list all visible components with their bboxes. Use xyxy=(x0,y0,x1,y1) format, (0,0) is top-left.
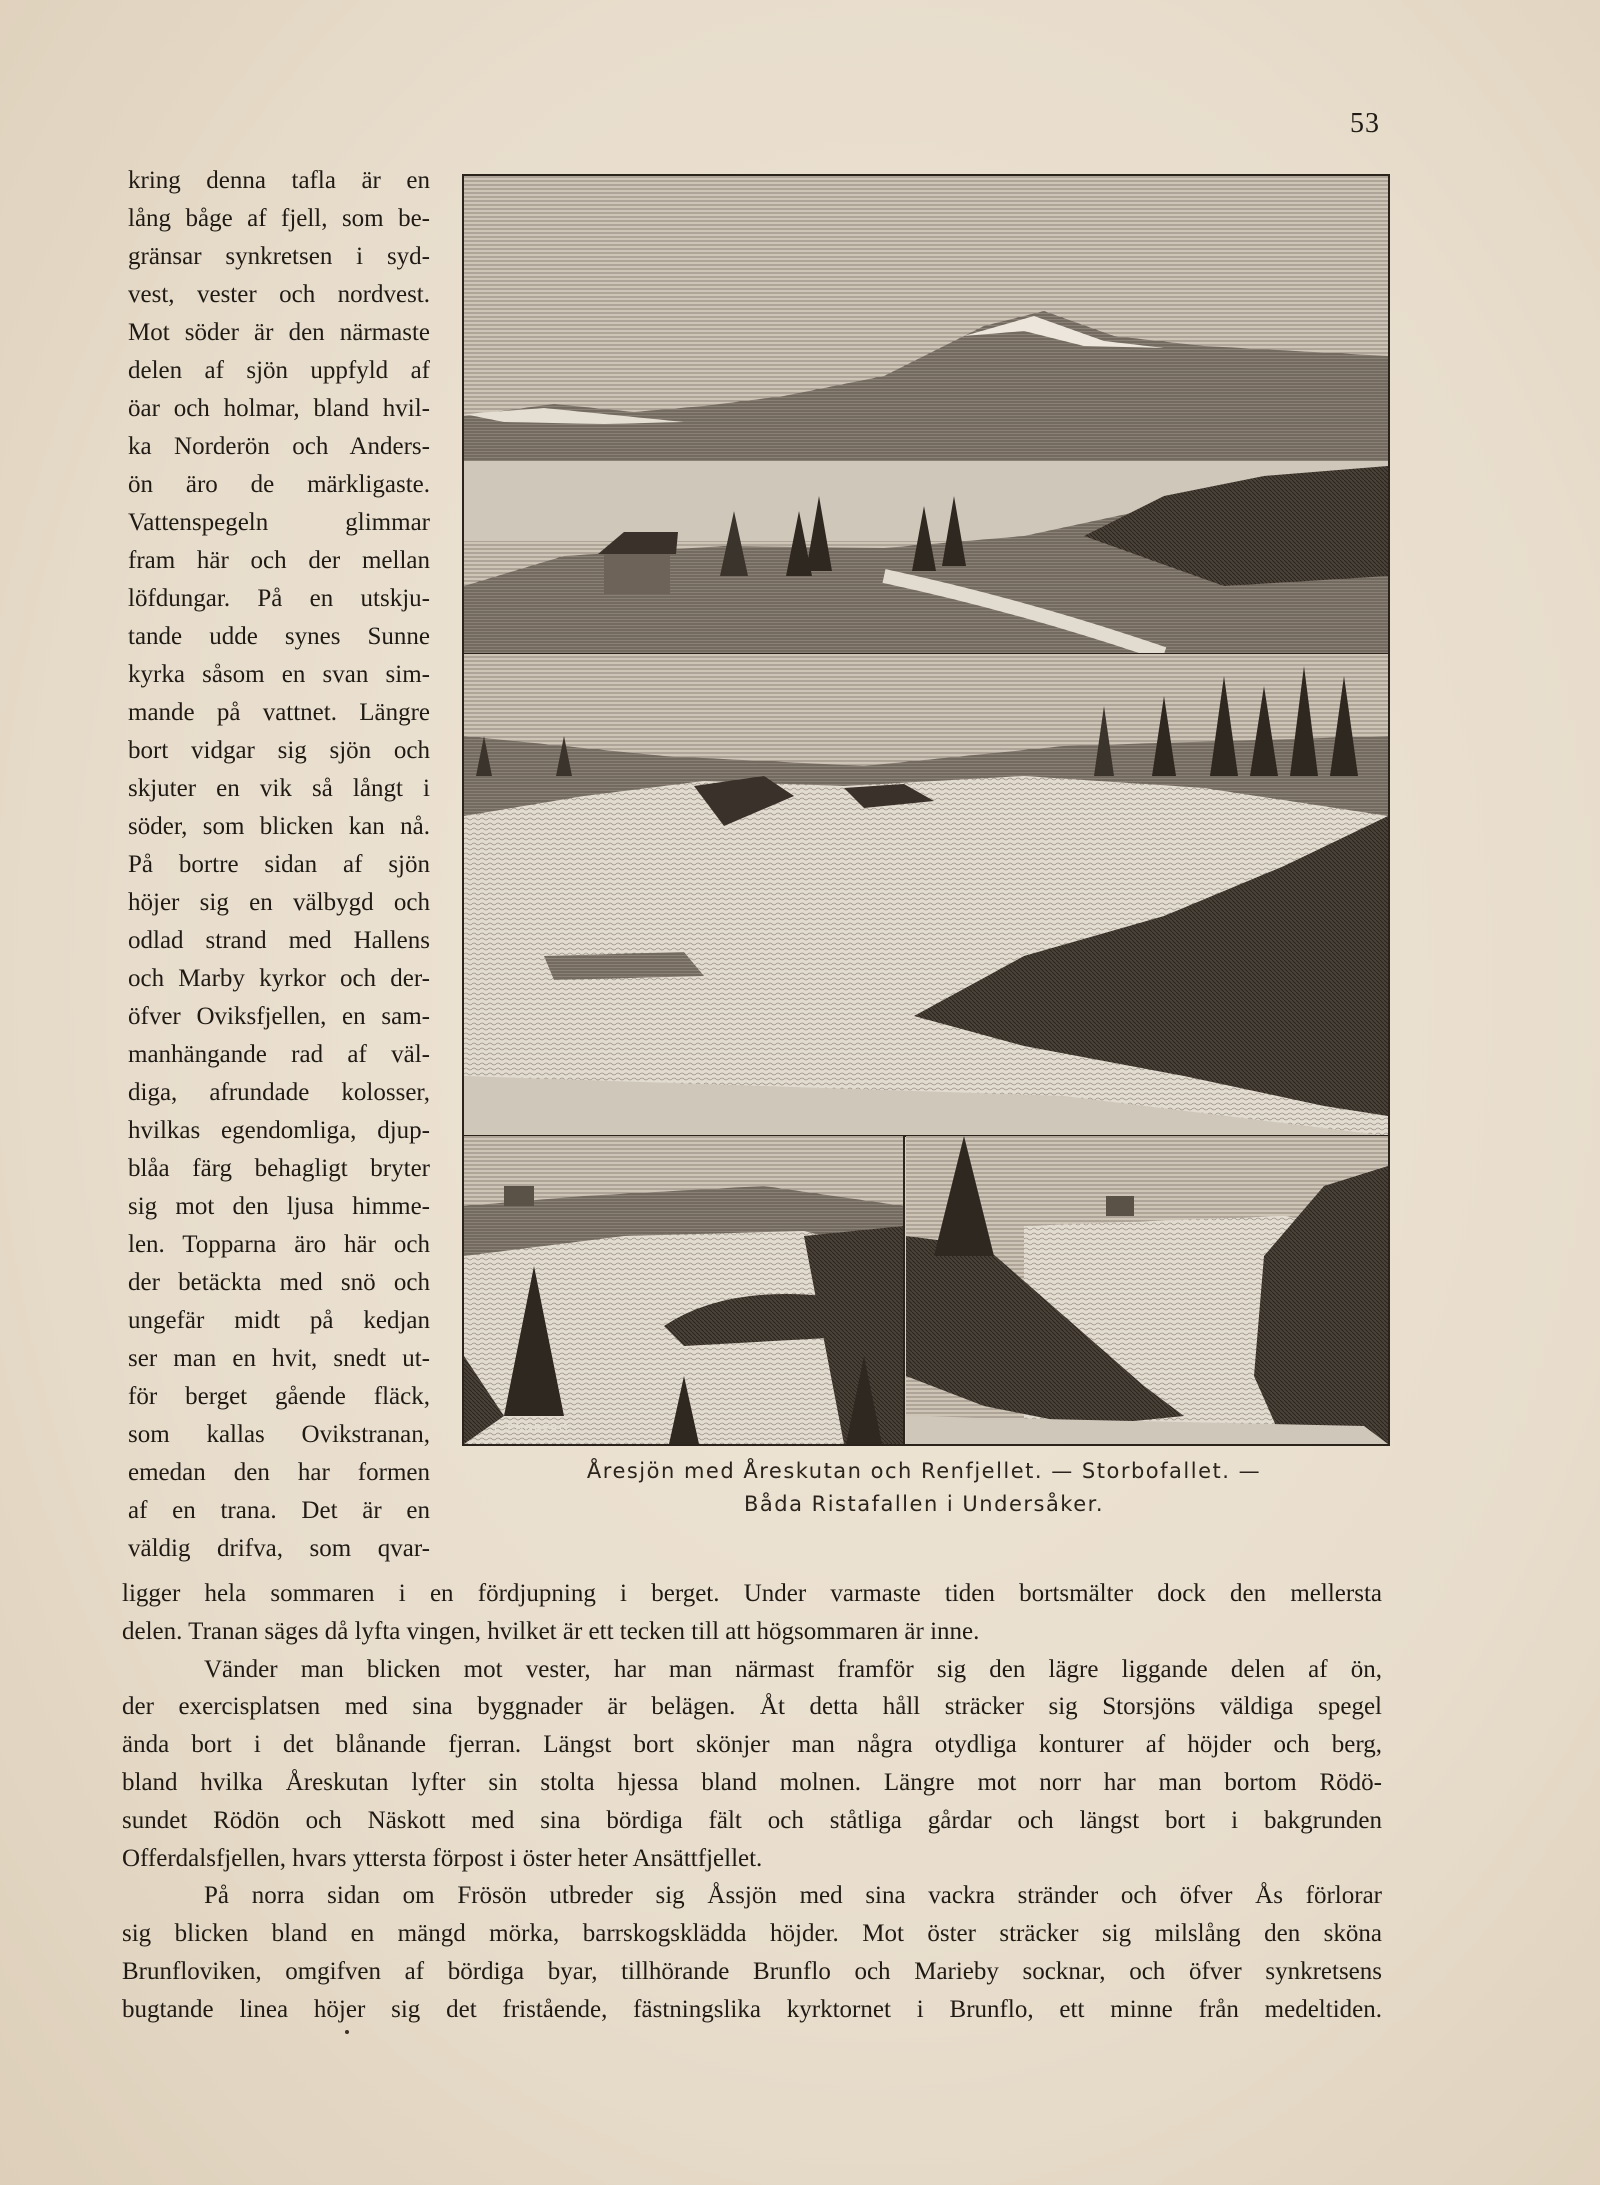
text-line: höjer sig en välbygd och xyxy=(128,889,430,916)
text-line: för berget gående fläck, xyxy=(128,1383,430,1410)
text-line: Vattenspegeln glimmar xyxy=(128,509,430,536)
engraver-signature: J. ENGBERG xyxy=(494,1422,569,1435)
text-line: ön äro de märkligaste. xyxy=(128,471,430,498)
text-line: lång båge af fjell, som be- xyxy=(128,205,430,232)
text-line: fram här och der mellan xyxy=(128,547,430,574)
caption-line-2: Båda Ristafallen i Undersåker. xyxy=(743,1492,1105,1516)
text-line: som kallas Ovikstranan, xyxy=(128,1421,430,1448)
panel-storbofallet xyxy=(464,654,1388,1136)
text-line: gränsar synkretsen i syd- xyxy=(128,243,430,270)
text-line: manhängande rad af väl- xyxy=(128,1041,430,1068)
text-line: diga, afrundade kolosser, xyxy=(128,1079,430,1106)
text-line: och Marby kyrkor och der- xyxy=(128,965,430,992)
text-line: ka Norderön och Anders- xyxy=(128,433,430,460)
full-width-text xyxy=(122,1575,1382,2029)
text-line: ända bort i det blånande fjerran. Längst bort skönjer man några otydliga konturer af höjder och berg, xyxy=(122,1731,1382,1759)
text-line: bort vidgar sig sjön och xyxy=(128,737,430,764)
plate-caption xyxy=(462,1455,1386,1521)
text-line: sig mot den ljusa himme- xyxy=(128,1193,430,1220)
text-line: bland hvilka Åreskutan lyfter sin stolta hjessa bland molnen. Längre mot norr har man bortom Rödö- xyxy=(122,1768,1382,1796)
text-line: emedan den har formen xyxy=(128,1459,430,1486)
text-line: Brunfloviken, omgifven af bördiga byar, tillhörande Brunflo och Marieby socknar, och öfver synkretsens xyxy=(122,1957,1382,1985)
panel-ristafallen-right xyxy=(904,1136,1388,1444)
text-line: På bortre sidan af sjön xyxy=(128,851,430,878)
text-line: väldig drifva, som qvar- xyxy=(128,1535,430,1562)
text-line: hvilkas egendomliga, djup- xyxy=(128,1117,430,1144)
text-line: Vänder man blicken mot vester, har man närmast framför sig den lägre liggande delen af ön, xyxy=(204,1655,1382,1683)
text-line: len. Topparna äro här och xyxy=(128,1231,430,1258)
ink-dot xyxy=(345,2030,349,2034)
engraving-illustration xyxy=(464,176,1388,1444)
text-line: Offerdalsfjellen, hvars yttersta förpost i öster heter Ansättfjellet. xyxy=(122,1844,763,1872)
text-line: sig blicken bland en mängd mörka, barrskogsklädda höjder. Mot öster sträcker sig milslång den sköna xyxy=(122,1920,1382,1948)
engraving-plate xyxy=(462,174,1390,1446)
text-line: tande udde synes Sunne xyxy=(128,623,430,650)
text-line: bugtande linea höjer sig det fristående, fästningslika kyrktornet i Brunflo, ett minne från medeltiden. xyxy=(122,1995,1382,2023)
text-line: vest, vester och nordvest. xyxy=(128,281,430,308)
caption-line-1: Åresjön med Åreskutan och Renfjellet. — Storbofallet. — xyxy=(586,1459,1262,1483)
text-line: löfdungar. På en utskju- xyxy=(128,585,430,612)
text-line: öfver Oviksfjellen, en sam- xyxy=(128,1003,430,1030)
text-line: af en trana. Det är en xyxy=(128,1497,430,1524)
text-line: kyrka såsom en svan sim- xyxy=(128,661,430,688)
panel-ristafallen-left xyxy=(464,1136,904,1444)
text-line: öar och holmar, bland hvil- xyxy=(128,395,430,422)
text-line: sundet Rödön och Näskott med sina bördiga fält och ståtliga gårdar och längst bort i bakgrunden xyxy=(122,1806,1382,1834)
text-line: På norra sidan om Frösön utbreder sig Åssjön med sina vackra stränder och öfver Ås förlorar xyxy=(204,1882,1382,1910)
text-line: odlad strand med Hallens xyxy=(128,927,430,954)
text-line: mande på vattnet. Längre xyxy=(128,699,430,726)
text-line: söder, som blicken kan nå. xyxy=(128,813,430,840)
text-line: kring denna tafla är en xyxy=(128,167,430,194)
text-line: ligger hela sommaren i en fördjupning i berget. Under varmaste tiden bortsmälter dock den mellersta xyxy=(122,1580,1382,1607)
text-line: ungefär midt på kedjan xyxy=(128,1307,430,1334)
text-line: der betäckta med snö och xyxy=(128,1269,430,1296)
text-line: skjuter en vik så långt i xyxy=(128,775,430,802)
text-line: blåa färg behagligt bryter xyxy=(128,1155,430,1182)
page-number: 53 xyxy=(1350,108,1380,139)
text-line: Mot söder är den närmaste xyxy=(128,319,430,346)
text-line: delen af sjön uppfyld af xyxy=(128,357,430,384)
side-paragraph xyxy=(128,162,430,1568)
text-line: delen. Tranan säges då lyfta vingen, hvilket är ett tecken till att högsommaren är inne. xyxy=(122,1617,980,1645)
narrow-text-column xyxy=(128,162,430,1568)
panel-aresjon xyxy=(464,176,1388,654)
text-line: ser man en hvit, snedt ut- xyxy=(128,1345,430,1372)
text-line: der exercisplatsen med sina byggnader är belägen. Åt detta håll sträcker sig Storsjöns väldiga spegel xyxy=(122,1693,1382,1721)
